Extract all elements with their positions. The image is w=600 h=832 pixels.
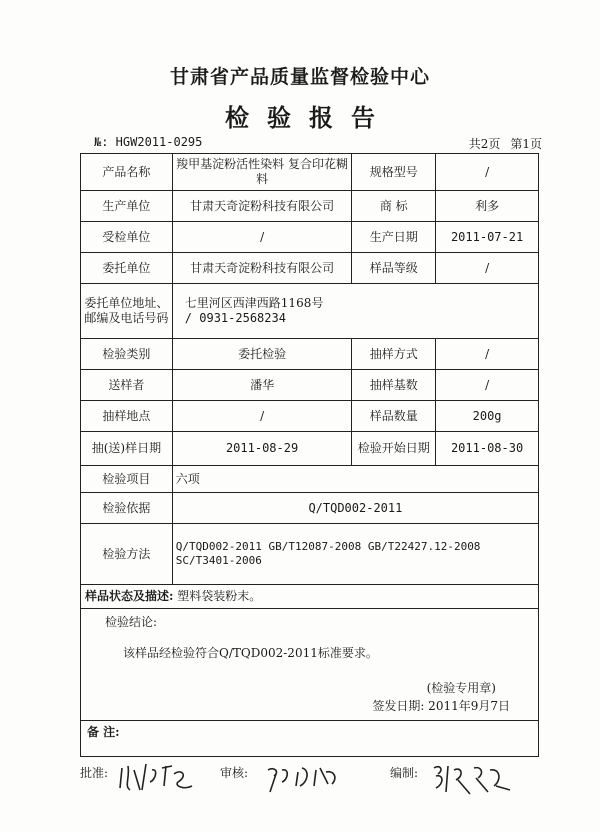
sample-state-cell [81, 585, 539, 609]
trademark-value: 利多 [436, 191, 539, 222]
conclusion-text: 该样品经检验符合Q/TQD002-2011标准要求。 [123, 646, 378, 660]
inspection-items-value: 六项 [172, 466, 538, 493]
sample-state-label: 样品状态及描述: [85, 589, 174, 603]
table-row [81, 284, 539, 339]
sampling-place-value: / [172, 401, 352, 432]
current-page: 第1页 [510, 137, 542, 151]
sampling-base-label: 抽样基数 [352, 370, 436, 401]
conclusion-label: 检验结论: [105, 615, 158, 629]
client-value: 甘肃天奇淀粉科技有限公司 [172, 253, 352, 284]
sampling-base-value: / [436, 370, 539, 401]
manufacturer-label: 生产单位 [81, 191, 173, 222]
inspection-start-label: 检验开始日期 [352, 432, 436, 466]
production-date-value: 2011-07-21 [436, 222, 539, 253]
client-address-line1: 七里河区西津西路1168号 [184, 296, 324, 310]
inspection-type-label: 检验类别 [81, 339, 173, 370]
client-address-value [172, 284, 538, 339]
signature-line [80, 760, 550, 810]
table-row [81, 222, 539, 253]
spec-value: / [436, 154, 539, 191]
sample-state-value: 塑料袋装粉末。 [177, 589, 262, 603]
table-row [81, 401, 539, 432]
product-name-label: 产品名称 [81, 154, 173, 191]
production-date-label: 生产日期 [352, 222, 436, 253]
manufacturer-value: 甘肃天奇淀粉科技有限公司 [172, 191, 352, 222]
table-row [81, 154, 539, 191]
table-row [81, 370, 539, 401]
compiler-signature [430, 760, 520, 800]
table-row [81, 466, 539, 493]
inspection-basis-value: Q/TQD002-2011 [172, 493, 538, 524]
sample-qty-value: 200g [436, 401, 539, 432]
inspected-unit-value: / [172, 222, 352, 253]
remarks-label: 备 注: [87, 725, 120, 739]
grade-label: 样品等级 [352, 253, 436, 284]
seal-text: (检验专用章) [426, 681, 496, 695]
sampling-method-value: / [436, 339, 539, 370]
trademark-label: 商 标 [352, 191, 436, 222]
table-row [81, 609, 539, 721]
inspection-basis-label: 检验依据 [81, 493, 173, 524]
inspection-type-value: 委托检验 [172, 339, 352, 370]
inspection-items-label: 检验项目 [81, 466, 173, 493]
sampling-date-value: 2011-08-29 [172, 432, 352, 466]
page-indicator [459, 135, 542, 152]
client-label: 委托单位 [81, 253, 173, 284]
reviewer-signature [264, 760, 354, 796]
table-row [81, 585, 539, 609]
issue-date: 签发日期: 2011年9月7日 [372, 699, 510, 713]
total-pages: 共2页 [468, 137, 501, 151]
sample-qty-label: 样品数量 [352, 401, 436, 432]
approver-signature [118, 760, 198, 796]
report-number: №: HGW2011-0295 [94, 135, 203, 149]
inspected-unit-label: 受检单位 [81, 222, 173, 253]
table-row [81, 432, 539, 466]
spec-label: 规格型号 [352, 154, 436, 191]
sampling-place-label: 抽样地点 [81, 401, 173, 432]
inspection-method-line1: Q/TQD002-2011 GB/T12087-2008 GB/T22427.12-2008 [175, 540, 481, 554]
report-title: 检验报告 [225, 103, 393, 132]
sampling-date-label: 抽(送)样日期 [81, 432, 173, 466]
sender-value: 潘华 [172, 370, 352, 401]
sender-label: 送样者 [81, 370, 173, 401]
table-row [81, 493, 539, 524]
remarks-cell [81, 721, 539, 757]
table-row [81, 191, 539, 222]
product-name-value: 羧甲基淀粉活性染料 复合印花糊料 [172, 154, 352, 191]
approve-label: 批准: [80, 766, 109, 780]
compile-label: 编制: [390, 766, 419, 780]
inspection-start-value: 2011-08-30 [436, 432, 539, 466]
inspection-method-value [172, 524, 538, 585]
inspection-method-label: 检验方法 [81, 524, 173, 585]
table-row [81, 721, 539, 757]
sampling-method-label: 抽样方式 [352, 339, 436, 370]
organization-name: 甘肃省产品质量监督检验中心 [169, 66, 430, 88]
review-label: 审核: [220, 766, 249, 780]
conclusion-cell [81, 609, 539, 721]
client-address-label: 委托单位地址、邮编及电话号码 [81, 284, 173, 339]
client-address-line2: / 0931-2568234 [184, 311, 286, 325]
table-row [81, 253, 539, 284]
table-row [81, 524, 539, 585]
inspection-method-line2: SC/T3401-2006 [175, 554, 262, 567]
table-row [81, 339, 539, 370]
grade-value: / [436, 253, 539, 284]
report-table [80, 153, 539, 757]
